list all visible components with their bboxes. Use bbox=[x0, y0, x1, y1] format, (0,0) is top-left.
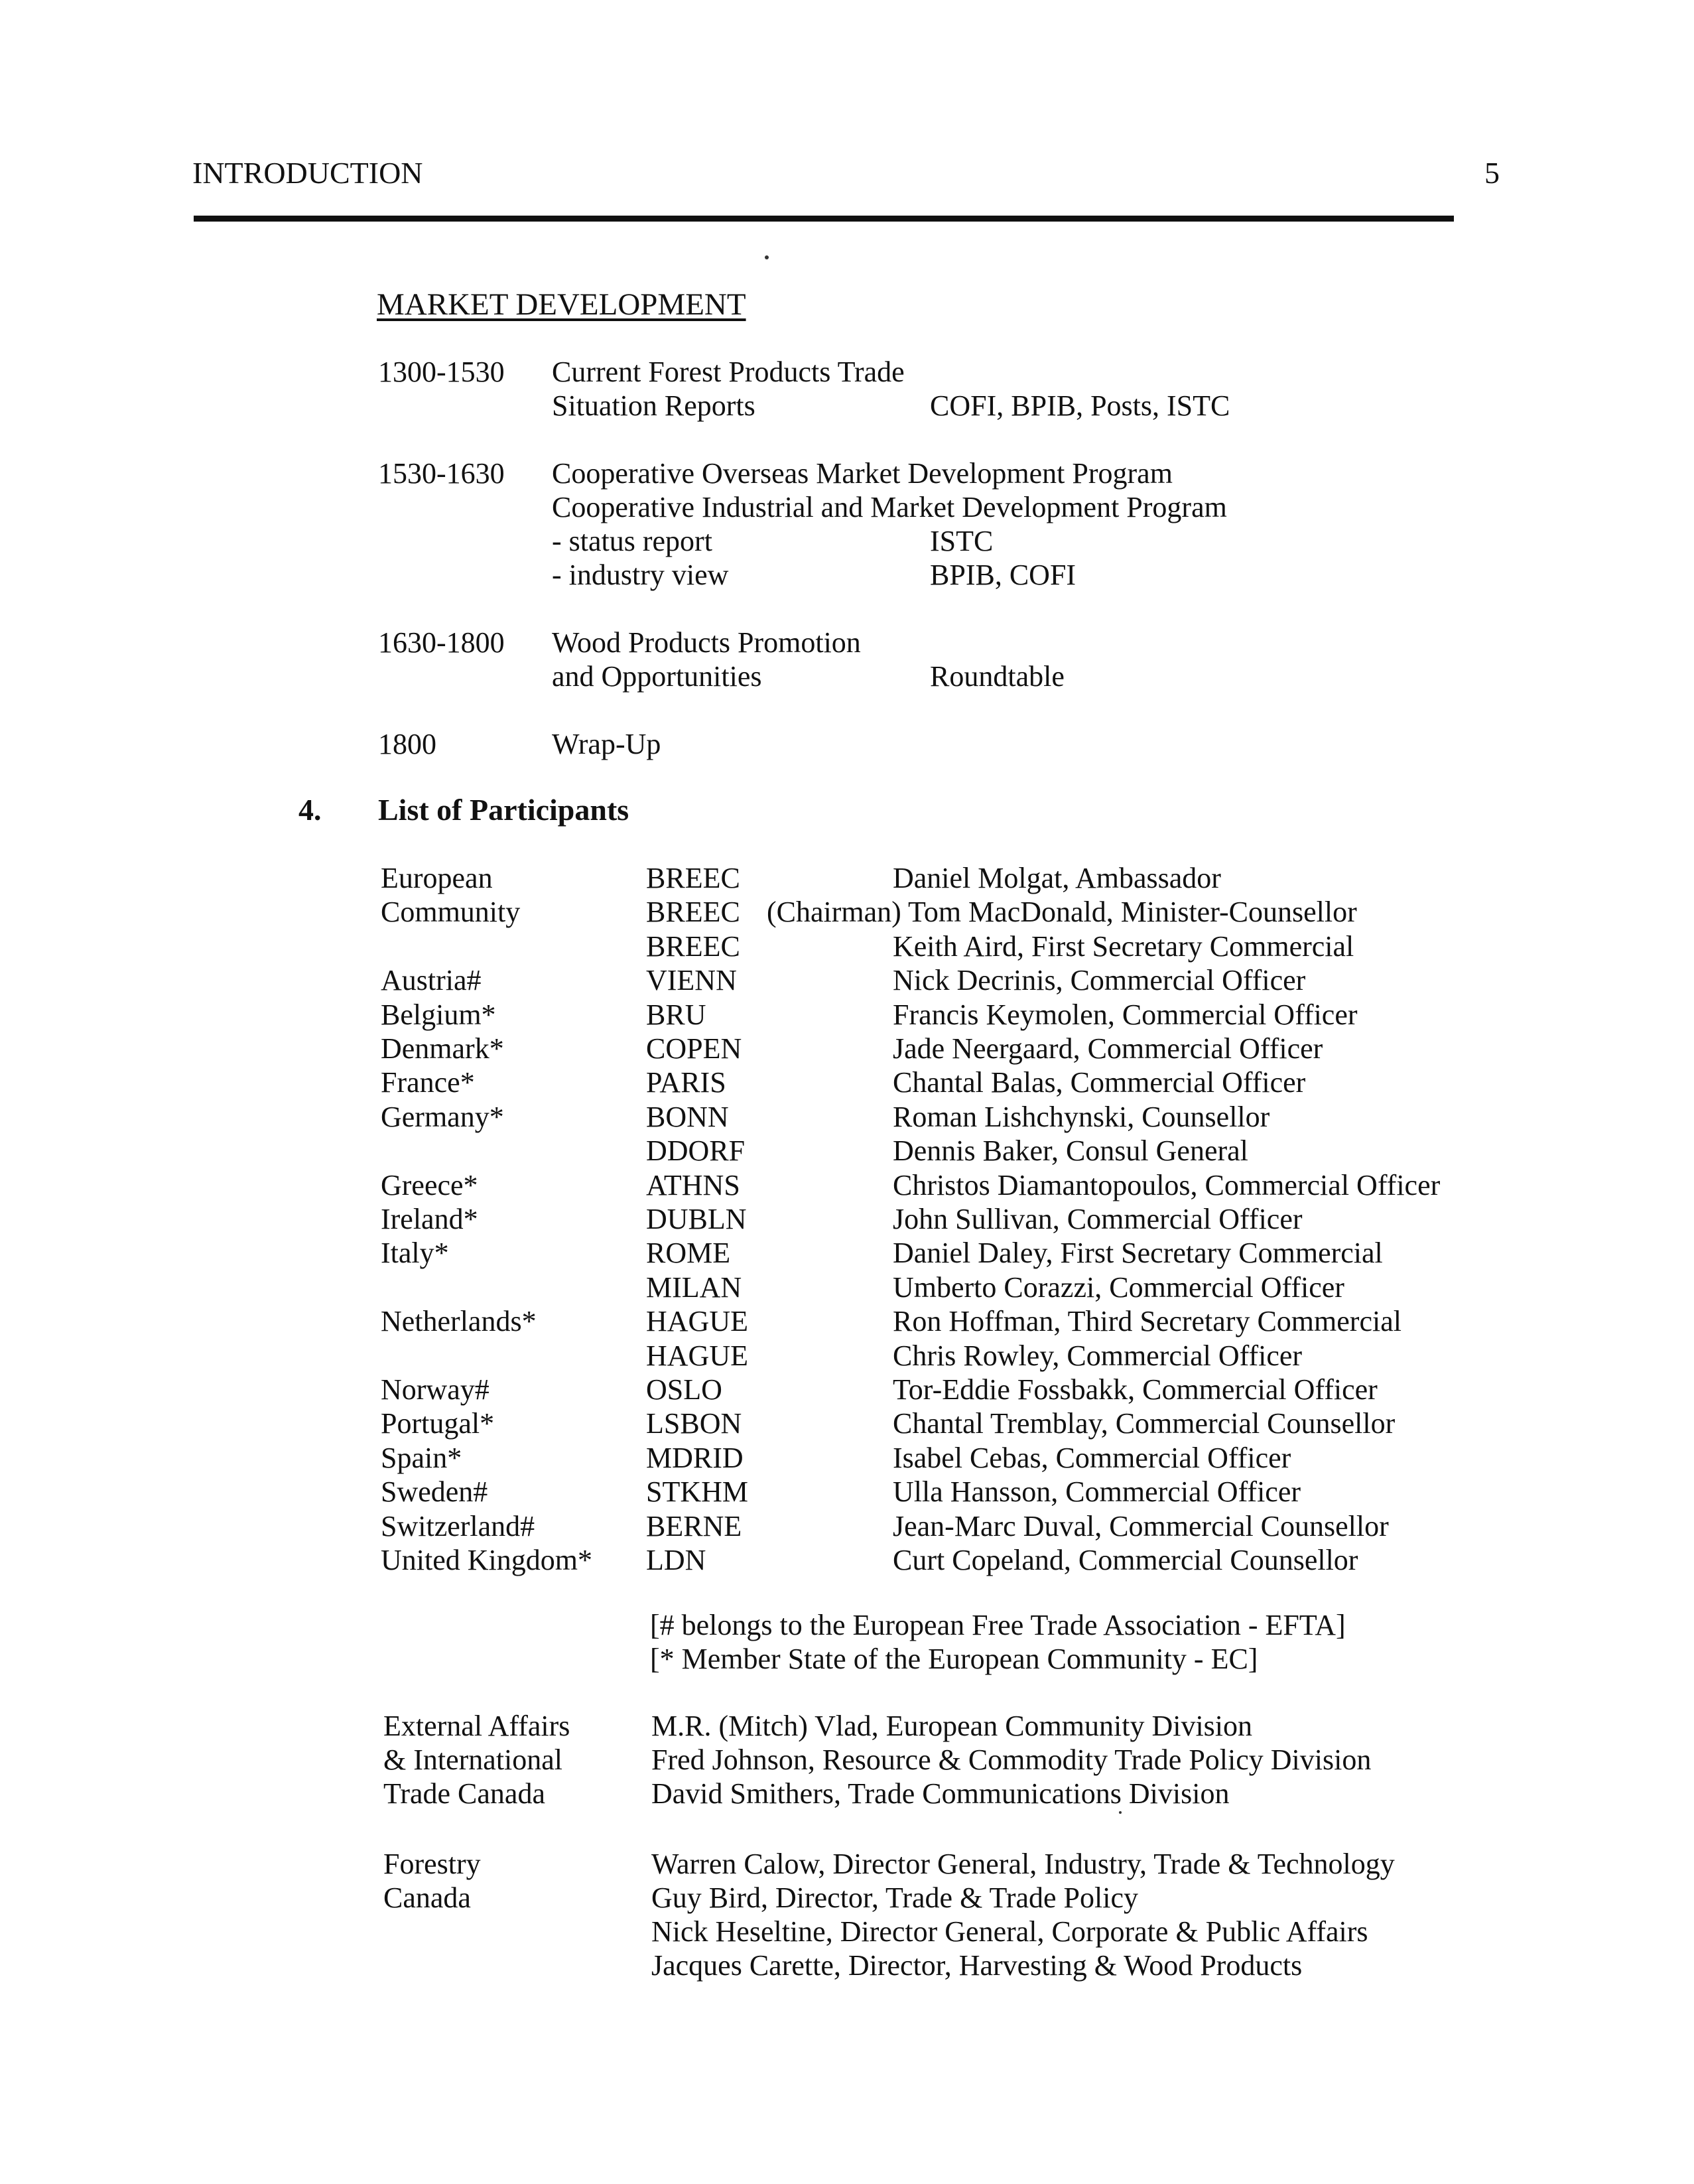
page-number: 5 bbox=[1484, 156, 1500, 190]
participant-post: HAGUE bbox=[646, 1305, 748, 1337]
schedule-topic: - status report bbox=[552, 525, 712, 557]
participant-name: Chris Rowley, Commercial Officer bbox=[893, 1339, 1303, 1372]
participant-name: John Sullivan, Commercial Officer bbox=[893, 1203, 1303, 1235]
scan-speck bbox=[1119, 1811, 1122, 1814]
scan-speck bbox=[765, 255, 769, 259]
participant-post: HAGUE bbox=[646, 1339, 748, 1372]
participant-post: BREEC bbox=[646, 862, 740, 894]
participant-name: Curt Copeland, Commercial Counsellor bbox=[893, 1544, 1358, 1576]
org-person: Guy Bird, Director, Trade & Trade Policy bbox=[651, 1881, 1138, 1914]
participant-name: (Chairman) Tom MacDonald, Minister-Counsellor bbox=[767, 896, 1357, 928]
participant-post: ROME bbox=[646, 1237, 731, 1269]
participant-name: Dennis Baker, Consul General bbox=[893, 1134, 1248, 1167]
participant-post: PARIS bbox=[646, 1066, 726, 1099]
item-number: 4. bbox=[298, 793, 322, 827]
participant-country: France* bbox=[381, 1066, 475, 1099]
participant-country: United Kingdom* bbox=[381, 1544, 592, 1576]
participant-country: Switzerland# bbox=[381, 1510, 535, 1542]
participant-name: Keith Aird, First Secretary Commercial bbox=[893, 930, 1354, 963]
org-name: Trade Canada bbox=[383, 1777, 545, 1810]
participant-name: Jade Neergaard, Commercial Officer bbox=[893, 1032, 1323, 1065]
participant-country: Sweden# bbox=[381, 1475, 488, 1508]
schedule-topic: Cooperative Industrial and Market Development Program bbox=[552, 491, 1227, 523]
participant-country: European bbox=[381, 862, 493, 894]
participant-name: Daniel Molgat, Ambassador bbox=[893, 862, 1221, 894]
running-header-title: INTRODUCTION bbox=[192, 156, 423, 190]
schedule-presenter: BPIB, COFI bbox=[930, 559, 1076, 591]
participant-post: DDORF bbox=[646, 1134, 746, 1167]
footnote: [* Member State of the European Community - EC] bbox=[650, 1643, 1258, 1675]
participant-post: BREEC bbox=[646, 896, 740, 928]
participant-post: LDN bbox=[646, 1544, 706, 1576]
participant-country: Norway# bbox=[381, 1373, 489, 1406]
participant-name: Christos Diamantopoulos, Commercial Officer bbox=[893, 1169, 1441, 1201]
participant-post: STKHM bbox=[646, 1475, 749, 1508]
participant-post: BERNE bbox=[646, 1510, 742, 1542]
participant-country: Spain* bbox=[381, 1442, 462, 1474]
participant-post: MDRID bbox=[646, 1442, 744, 1474]
schedule-topic: Wood Products Promotion bbox=[552, 626, 861, 659]
participant-post: BREEC bbox=[646, 930, 740, 963]
participant-post: VIENN bbox=[646, 964, 737, 996]
schedule-presenter: ISTC bbox=[930, 525, 994, 557]
participant-post: BONN bbox=[646, 1101, 729, 1133]
org-name: Canada bbox=[383, 1881, 471, 1914]
schedule-topic: Cooperative Overseas Market Development Program bbox=[552, 457, 1173, 490]
participant-country: Greece* bbox=[381, 1169, 478, 1201]
schedule-topic: Current Forest Products Trade bbox=[552, 356, 905, 388]
org-name: External Affairs bbox=[383, 1710, 570, 1742]
org-person: Fred Johnson, Resource & Commodity Trade Policy Division bbox=[651, 1743, 1372, 1776]
org-person: David Smithers, Trade Communications Division bbox=[651, 1777, 1230, 1810]
footnote: [# belongs to the European Free Trade Association - EFTA] bbox=[650, 1609, 1346, 1641]
schedule-time: 1300-1530 bbox=[378, 356, 505, 388]
participant-country: Austria# bbox=[381, 964, 482, 996]
participant-country: Germany* bbox=[381, 1101, 504, 1133]
participant-name: Isabel Cebas, Commercial Officer bbox=[893, 1442, 1291, 1474]
participants-heading: List of Participants bbox=[378, 793, 629, 827]
participant-country: Belgium* bbox=[381, 998, 496, 1031]
org-person: Nick Heseltine, Director General, Corporate & Public Affairs bbox=[651, 1915, 1368, 1948]
participant-name: Tor-Eddie Fossbakk, Commercial Officer bbox=[893, 1373, 1378, 1406]
header-rule bbox=[194, 216, 1454, 222]
participant-name: Ulla Hansson, Commercial Officer bbox=[893, 1475, 1301, 1508]
participant-country: Netherlands* bbox=[381, 1305, 537, 1337]
participant-post: ATHNS bbox=[646, 1169, 740, 1201]
org-person: Warren Calow, Director General, Industry, Trade & Technology bbox=[651, 1848, 1395, 1880]
org-name: Forestry bbox=[383, 1848, 481, 1880]
participant-country: Community bbox=[381, 896, 521, 928]
participant-name: Umberto Corazzi, Commercial Officer bbox=[893, 1271, 1344, 1304]
schedule-presenter: COFI, BPIB, Posts, ISTC bbox=[930, 389, 1230, 422]
participant-name: Francis Keymolen, Commercial Officer bbox=[893, 998, 1358, 1031]
participant-country: Italy* bbox=[381, 1237, 449, 1269]
participant-post: COPEN bbox=[646, 1032, 742, 1065]
schedule-time: 1630-1800 bbox=[378, 626, 505, 659]
participant-post: MILAN bbox=[646, 1271, 742, 1304]
participant-name: Daniel Daley, First Secretary Commercial bbox=[893, 1237, 1383, 1269]
schedule-presenter: Roundtable bbox=[930, 660, 1065, 693]
participant-post: DUBLN bbox=[646, 1203, 747, 1235]
org-name: & International bbox=[383, 1743, 563, 1776]
org-person: M.R. (Mitch) Vlad, European Community Division bbox=[651, 1710, 1253, 1742]
participant-post: OSLO bbox=[646, 1373, 722, 1406]
participant-country: Denmark* bbox=[381, 1032, 504, 1065]
participant-post: BRU bbox=[646, 998, 706, 1031]
participant-name: Chantal Balas, Commercial Officer bbox=[893, 1066, 1306, 1099]
schedule-topic: - industry view bbox=[552, 559, 729, 591]
schedule-topic: Situation Reports bbox=[552, 389, 755, 422]
participant-name: Chantal Tremblay, Commercial Counsellor bbox=[893, 1407, 1396, 1440]
participant-post: LSBON bbox=[646, 1407, 742, 1440]
participant-name: Roman Lishchynski, Counsellor bbox=[893, 1101, 1270, 1133]
section-heading: MARKET DEVELOPMENT bbox=[377, 287, 746, 322]
participant-country: Portugal* bbox=[381, 1407, 495, 1440]
schedule-time: 1800 bbox=[378, 728, 436, 760]
org-person: Jacques Carette, Director, Harvesting & Wood Products bbox=[651, 1949, 1303, 1982]
schedule-topic: Wrap-Up bbox=[552, 728, 661, 760]
participant-country: Ireland* bbox=[381, 1203, 478, 1235]
participant-name: Nick Decrinis, Commercial Officer bbox=[893, 964, 1306, 996]
schedule-time: 1530-1630 bbox=[378, 457, 505, 490]
schedule-topic: and Opportunities bbox=[552, 660, 762, 693]
participant-name: Jean-Marc Duval, Commercial Counsellor bbox=[893, 1510, 1389, 1542]
participant-name: Ron Hoffman, Third Secretary Commercial bbox=[893, 1305, 1401, 1337]
